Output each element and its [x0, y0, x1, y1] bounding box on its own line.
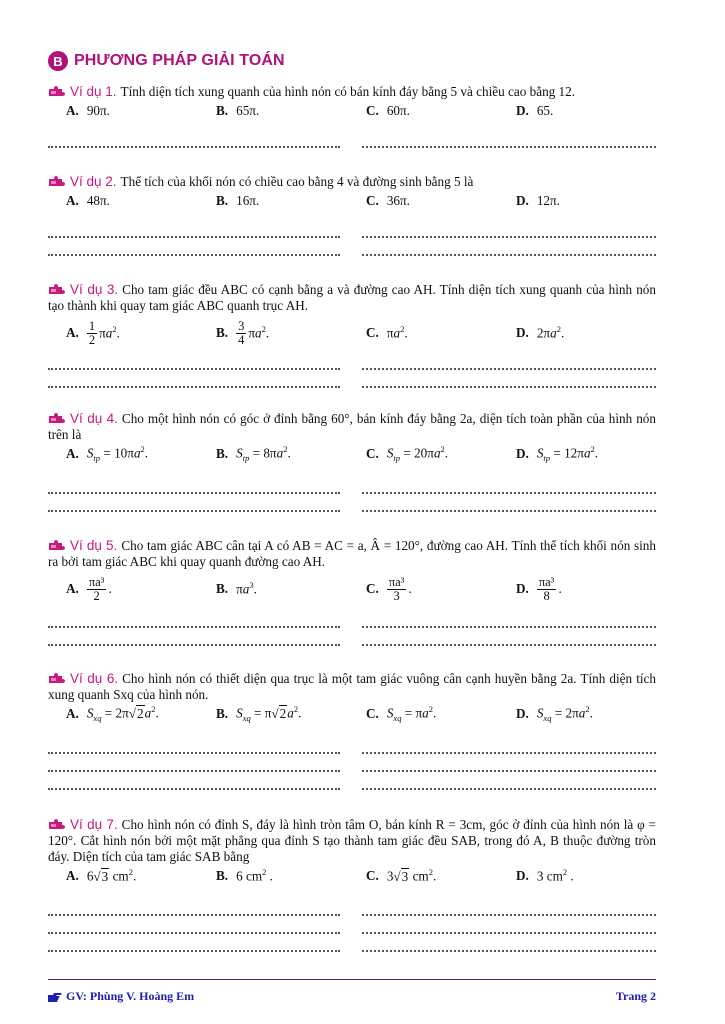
dotted-line-left [48, 618, 340, 628]
option-c[interactable] [366, 704, 436, 724]
dotted-line-left [48, 502, 340, 512]
answer-lines [48, 138, 656, 148]
option-letter: D. [516, 581, 529, 596]
dotted-line-right [362, 636, 656, 646]
footer-page-number: Trang 2 [615, 989, 656, 1003]
option-value: 6√3 $cm^2$. [86, 867, 137, 884]
option-letter: C. [366, 446, 379, 461]
dotted-line-left [48, 744, 340, 754]
answer-options [48, 704, 656, 724]
answer-lines [48, 228, 656, 238]
option-value: 36π. [386, 193, 410, 208]
section-badge: B [48, 51, 68, 71]
option-value: $\pi a^3$. [236, 580, 257, 597]
option-fraction [87, 576, 107, 603]
option-value: 3√3 $cm^2$. [386, 867, 437, 884]
example-label: Ví dụ 2. [70, 174, 117, 189]
puzzle-icon [48, 539, 66, 551]
option-c[interactable] [366, 571, 412, 607]
fraction-denominator: 2 [93, 588, 100, 603]
dotted-line-right [362, 378, 656, 388]
example-label: Ví dụ 3. [70, 282, 119, 297]
example-label: Ví dụ 5. [70, 538, 118, 553]
option-c[interactable] [366, 101, 410, 121]
option-fraction [537, 576, 557, 603]
puzzle-icon [48, 672, 66, 684]
puzzle-icon [48, 85, 66, 97]
option-value: $S_{xq} = \pi√2a^2$. [236, 704, 302, 724]
section-title: PHƯƠNG PHÁP GIẢI TOÁN [74, 52, 285, 69]
option-value: 90π. [86, 103, 110, 118]
option-value: . [108, 581, 112, 596]
footer-author [48, 989, 194, 1004]
example-3 [48, 282, 656, 351]
dotted-line-right [362, 360, 656, 370]
option-fraction [236, 320, 246, 347]
option-letter: D. [516, 446, 529, 461]
option-value: $S_{xq} = \pi a^2$. [386, 704, 437, 724]
answer-options [48, 444, 656, 464]
option-value: $S_{tp} = 8\pi a^2$. [236, 444, 291, 464]
example-text: Cho hình nón có đỉnh S, đáy là hình tròn tâm O, bán kính R = 3cm, góc ở đỉnh của hình nón là φ = 120°. Cắt hình nón bởi một mặt phẳng qua đỉnh S tạo thành tam giác đều SAB, trong đó A, B thuộc đường tròn đáy. Diện tích của tam giác SAB bằng [48, 817, 656, 864]
option-b[interactable] [216, 315, 269, 351]
option-letter: A. [66, 325, 79, 340]
option-d[interactable] [516, 571, 562, 607]
example-label: Ví dụ 4. [70, 411, 118, 426]
dotted-line-right [362, 246, 656, 256]
option-d[interactable] [516, 444, 598, 464]
option-letter: C. [366, 868, 379, 883]
option-value: $\pi a^2$. [248, 324, 270, 341]
option-value: $\pi a^2$. [386, 324, 408, 341]
dotted-line-right [362, 484, 656, 494]
option-value: 60π. [386, 103, 410, 118]
option-letter: A. [66, 706, 79, 721]
example-question [48, 817, 656, 865]
answer-lines [48, 246, 656, 256]
option-value: 3 $cm^2$ . [536, 867, 574, 884]
option-value: 65π. [236, 103, 260, 118]
option-fraction [87, 320, 97, 347]
option-letter: A. [66, 446, 79, 461]
option-letter: D. [516, 868, 529, 883]
option-b[interactable] [216, 704, 301, 724]
option-value: . [558, 581, 562, 596]
option-c[interactable] [366, 444, 448, 464]
dotted-line-left [48, 636, 340, 646]
answer-lines [48, 378, 656, 388]
dotted-line-left [48, 762, 340, 772]
option-letter: B. [216, 706, 229, 721]
option-value: $S_{tp} = 10\pi a^2$. [86, 444, 149, 464]
footer-author-text: GV: Phùng V. Hoàng Em [66, 989, 195, 1003]
option-letter: A. [66, 868, 79, 883]
option-b[interactable] [216, 444, 291, 464]
example-text: Thể tích của khối nón có chiều cao bằng 4 và đường sinh bằng 5 là [120, 174, 474, 189]
dotted-line-right [362, 744, 656, 754]
option-a[interactable] [66, 191, 110, 211]
fraction-numerator: πa³ [88, 574, 105, 589]
section-header [48, 49, 285, 73]
example-label: Ví dụ 1. [70, 84, 117, 99]
option-value: 6 $cm^2$ . [236, 867, 273, 884]
option-d[interactable] [516, 315, 564, 351]
example-question [48, 174, 656, 190]
option-c[interactable] [366, 315, 408, 351]
dotted-line-left [48, 780, 340, 790]
option-fraction [387, 576, 407, 603]
example-4 [48, 411, 656, 464]
example-label: Ví dụ 7. [70, 817, 118, 832]
fraction-numerator: 1 [88, 318, 96, 333]
pointing-hand-icon [48, 992, 62, 1002]
option-letter: C. [366, 103, 379, 118]
option-letter: C. [366, 706, 379, 721]
answer-options [48, 191, 656, 211]
option-letter: B. [216, 581, 229, 596]
example-text: Cho tam giác đều ABC có cạnh bằng a và đường cao AH. Tính diện tích xung quanh của hình nón tạo thành khi quay tam giác ABC quanh trục AH. [48, 282, 656, 313]
dotted-line-left [48, 924, 340, 934]
fraction-denominator: 4 [238, 332, 245, 347]
puzzle-icon [48, 818, 66, 830]
answer-lines [48, 618, 656, 628]
answer-lines [48, 906, 656, 916]
option-value: 65. [536, 103, 554, 118]
option-value: . [408, 581, 412, 596]
example-question [48, 282, 656, 314]
option-letter: D. [516, 103, 529, 118]
footer-divider [48, 979, 656, 980]
answer-options [48, 315, 656, 351]
option-letter: A. [66, 581, 79, 596]
option-c[interactable] [366, 191, 410, 211]
option-letter: A. [66, 103, 79, 118]
dotted-line-left [48, 138, 340, 148]
fraction-denominator: 8 [543, 588, 550, 603]
dotted-line-right [362, 906, 656, 916]
option-letter: B. [216, 868, 229, 883]
option-d[interactable] [516, 704, 593, 724]
option-a[interactable] [66, 704, 159, 724]
answer-lines [48, 942, 656, 952]
answer-lines [48, 744, 656, 754]
example-question [48, 671, 656, 703]
example-question [48, 411, 656, 443]
option-b[interactable] [216, 101, 259, 121]
option-d[interactable] [516, 191, 560, 211]
option-b[interactable] [216, 866, 273, 886]
dotted-line-right [362, 780, 656, 790]
option-a[interactable] [66, 866, 136, 886]
option-letter: D. [516, 193, 529, 208]
option-value: $S_{tp} = 20\pi a^2$. [386, 444, 449, 464]
fraction-denominator: 2 [88, 332, 96, 347]
example-7 [48, 817, 656, 886]
option-letter: B. [216, 103, 229, 118]
example-2 [48, 174, 656, 211]
option-letter: D. [516, 706, 529, 721]
dotted-line-left [48, 942, 340, 952]
option-value: 16π. [236, 193, 260, 208]
dotted-line-left [48, 360, 340, 370]
option-letter: B. [216, 325, 229, 340]
option-letter: B. [216, 446, 229, 461]
option-letter: B. [216, 193, 229, 208]
option-letter: A. [66, 193, 79, 208]
dotted-line-right [362, 942, 656, 952]
option-value: $S_{xq} = 2\pi√2a^2$. [86, 704, 159, 724]
dotted-line-right [362, 228, 656, 238]
puzzle-icon [48, 412, 66, 424]
example-1 [48, 84, 656, 121]
answer-lines [48, 780, 656, 790]
dotted-line-right [362, 762, 656, 772]
answer-lines [48, 502, 656, 512]
option-b[interactable] [216, 571, 257, 607]
puzzle-icon [48, 175, 66, 187]
dotted-line-right [362, 502, 656, 512]
dotted-line-left [48, 378, 340, 388]
option-value: $2\pi a^2$. [536, 324, 565, 341]
option-c[interactable] [366, 866, 436, 886]
document-page [48, 0, 656, 1024]
example-text: Cho một hình nón có góc ở đỉnh bằng 60°, bán kính đáy bằng 2a, diện tích toàn phần của hình nón trên là [48, 411, 656, 442]
dotted-line-right [362, 618, 656, 628]
option-a[interactable] [66, 444, 148, 464]
dotted-line-left [48, 246, 340, 256]
example-text: Cho hình nón có thiết diện qua trục là một tam giác vuông cân cạnh huyền bằng 2a. Tính diện tích xung quanh Sxq của hình nón. [48, 671, 656, 702]
example-6 [48, 671, 656, 724]
option-letter: C. [366, 581, 379, 596]
option-d[interactable] [516, 101, 553, 121]
option-letter: C. [366, 325, 379, 340]
option-value: $\pi a^2$. [99, 324, 120, 341]
answer-lines [48, 360, 656, 370]
example-5 [48, 538, 656, 607]
answer-options [48, 101, 656, 121]
dotted-line-right [362, 138, 656, 148]
fraction-denominator: 3 [393, 588, 400, 603]
option-value: $S_{tp} = 12\pi a^2$. [536, 444, 599, 464]
dotted-line-left [48, 484, 340, 494]
option-a[interactable] [66, 571, 112, 607]
fraction-numerator: πa³ [538, 574, 555, 589]
option-d[interactable] [516, 866, 574, 886]
example-text: Tính diện tích xung quanh của hình nón có bán kính đáy bằng 5 và chiều cao bằng 12. [120, 84, 576, 99]
dotted-line-left [48, 228, 340, 238]
answer-lines [48, 924, 656, 934]
option-value: 12π. [536, 193, 560, 208]
example-label: Ví dụ 6. [70, 671, 119, 686]
option-letter: D. [516, 325, 529, 340]
example-text: Cho tam giác ABC cân tại A có AB = AC = a, Â = 120°, đường cao AH. Tính thể tích khối nón sinh ra bởi tam giác ABC khi quay quanh đường cao AH. [48, 538, 656, 569]
option-value: $S_{xq} = 2\pi a^2$. [536, 704, 593, 724]
option-b[interactable] [216, 191, 259, 211]
example-question [48, 84, 656, 100]
puzzle-icon [48, 283, 66, 295]
option-a[interactable] [66, 315, 120, 351]
fraction-numerator: πa³ [388, 574, 405, 589]
dotted-line-left [48, 906, 340, 916]
answer-lines [48, 484, 656, 494]
answer-lines [48, 762, 656, 772]
option-value: 48π. [86, 193, 110, 208]
dotted-line-right [362, 924, 656, 934]
example-question [48, 538, 656, 570]
answer-lines [48, 636, 656, 646]
option-letter: C. [366, 193, 379, 208]
fraction-numerator: 3 [238, 318, 245, 333]
option-a[interactable] [66, 101, 110, 121]
answer-options [48, 866, 656, 886]
answer-options [48, 571, 656, 607]
